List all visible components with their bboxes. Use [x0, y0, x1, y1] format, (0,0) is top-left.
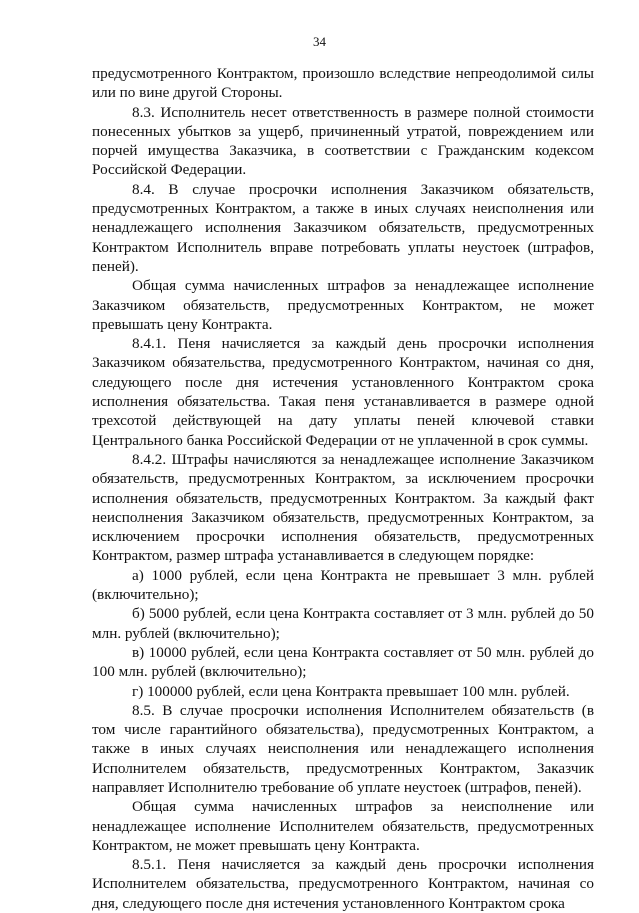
list-item-a: а) 1000 рублей, если цена Контракта не превышает 3 млн. рублей (включительно);	[92, 566, 594, 604]
paragraph-8-4-1: 8.4.1. Пеня начисляется за каждый день просрочки исполнения Заказчиком обязательства, предусмотренного Контрактом, начиная со дня, следующего после дня истечения установленного Контрактом срока исполнения обязательства. Такая пеня устанавливается в размере одной трехсотой действующей на дату уплаты пеней ключевой ставки Центрального банка Российской Федерации от не уплаченной в срок суммы.	[92, 335, 594, 449]
list-item-v: в) 10000 рублей, если цена Контракта составляет от 50 млн. рублей до 100 млн. рублей (включительно);	[92, 643, 594, 681]
paragraph-8-5-total: Общая сумма начисленных штрафов за неисполнение или ненадлежащее исполнение Исполнителем обязательств, предусмотренных Контрактом, не может превышать цену Контракта.	[92, 798, 594, 854]
list-item-g: г) 100000 рублей, если цена Контракта превышает 100 млн. рублей.	[132, 682, 570, 700]
paragraph-8-5-1: 8.5.1. Пеня начисляется за каждый день просрочки исполнения Исполнителем обязательства, предусмотренного Контрактом, начиная со дня, следующего после дня истечения установленного Контрактом срока	[92, 856, 594, 912]
paragraph-8-5: 8.5. В случае просрочки исполнения Исполнителем обязательств (в том числе гарантийного обязательства), предусмотренных Контрактом, а также в иных случаях неисполнения или ненадлежащего исполнения Исполнителем обязательств, предусмотренных Контрактом, Заказчик направляет Исполнителю требование об уплате неустоек (штрафов, пеней).	[92, 701, 594, 796]
paragraph-8-4-total: Общая сумма начисленных штрафов за ненадлежащее исполнение Заказчиком обязательств, предусмотренных Контрактом, не может превышать цену Контракта.	[92, 277, 594, 333]
document-body	[92, 64, 594, 913]
paragraph-8-4-2: 8.4.2. Штрафы начисляются за ненадлежащее исполнение Заказчиком обязательств, предусмотренных Контрактом, за исключением просрочки исполнения обязательств, предусмотренных Контрактом. За каждый факт неисполнения Заказчиком обязательств, предусмотренных Контрактом, за исключением просрочки исполнения обязательств, предусмотренных Контрактом, размер штрафа устанавливается в следующем порядке:	[92, 450, 594, 565]
list-item-b: б) 5000 рублей, если цена Контракта составляет от 3 млн. рублей до 50 млн. рублей (включительно);	[92, 605, 594, 642]
paragraph-8-4: 8.4. В случае просрочки исполнения Заказчиком обязательств, предусмотренных Контрактом, а также в иных случаях неисполнения или ненадлежащего исполнения Заказчиком обязательств, предусмотренных Контрактом Исполнитель вправе потребовать уплаты неустоек (штрафов, пеней).	[92, 180, 594, 275]
paragraph-8-3: 8.3. Исполнитель несет ответственность в размере полной стоимости понесенных убытков за ущерб, причиненный утратой, повреждением или порчей имущества Заказчика, в соответствии с Гражданским кодексом Российской Федерации.	[92, 103, 594, 179]
paragraph-continuation: предусмотренного Контрактом, произошло вследствие непреодолимой силы или по вине другой Стороны.	[92, 65, 594, 102]
page-number: 34	[313, 34, 326, 49]
